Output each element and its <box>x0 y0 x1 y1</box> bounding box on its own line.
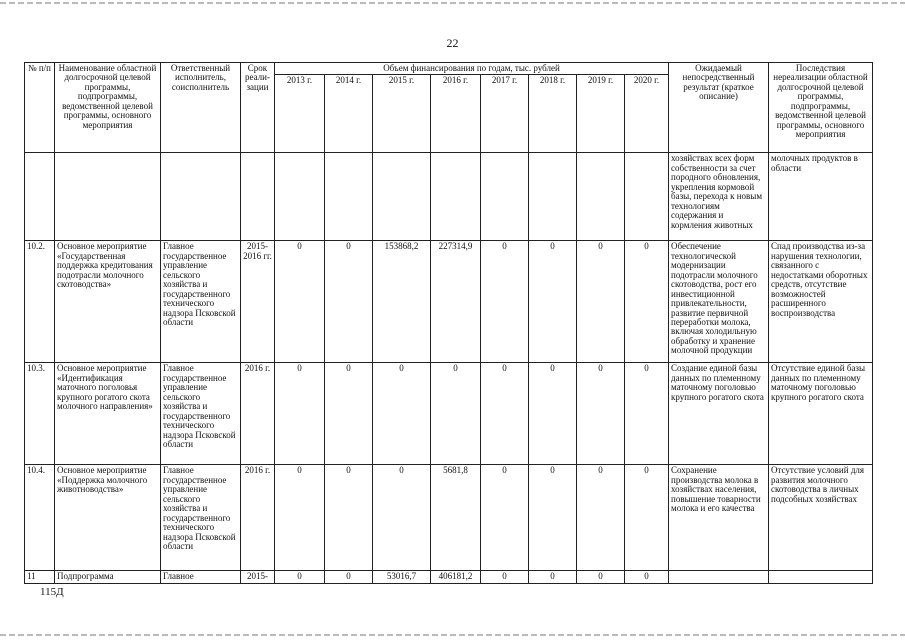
row-value <box>431 153 481 241</box>
scan-edge-top <box>0 2 905 4</box>
row-value: 0 <box>275 241 325 363</box>
row-num: 11 <box>25 571 55 583</box>
row-name: Основное мероприятие «Поддержка молочного животноводства» <box>55 465 161 571</box>
table-row <box>25 241 873 363</box>
row-value: 0 <box>481 363 529 465</box>
row-num: 10.4. <box>25 465 55 571</box>
row-value: 0 <box>529 571 577 583</box>
row-value: 0 <box>325 241 373 363</box>
row-value: 0 <box>325 465 373 571</box>
row-consequences: Отсутствие условий для развития молочного скотоводства в личных подсобных хозяйствах <box>769 465 873 571</box>
row-value: 0 <box>481 465 529 571</box>
header-row-1 <box>25 63 873 75</box>
row-name: Подпрограмма <box>55 571 161 583</box>
row-value: 0 <box>275 465 325 571</box>
row-executor: Главное государственное управление сельского хозяйства и государственного технического надзора Псковской области <box>161 465 241 571</box>
row-value <box>275 153 325 241</box>
row-consequences <box>769 571 873 583</box>
row-value: 0 <box>325 363 373 465</box>
row-value: 406181,2 <box>431 571 481 583</box>
header-year: 2020 г. <box>625 75 669 153</box>
row-result: Обеспечение технологической модернизации подотрасли молочного скотоводства, рост его инвестиционной привлекательности, развитие первичной переработки молока, включая холодильную обработку и хранение молочной продукции <box>669 241 769 363</box>
row-value <box>373 153 431 241</box>
row-value: 0 <box>577 571 625 583</box>
row-name: Основное мероприятие «Государственная поддержка кредитования подотрасли молочного скотоводства» <box>55 241 161 363</box>
row-result <box>669 571 769 583</box>
table-row <box>25 571 873 583</box>
row-term: 2016 г. <box>241 465 275 571</box>
page-number: 22 <box>446 36 459 50</box>
scan-edge-bottom <box>0 634 905 636</box>
row-consequences: Спад производства из-за нарушения технологии, связанного с недостатками оборотных средств, отсутствие возможностей расширенного воспроизводства <box>769 241 873 363</box>
header-year: 2013 г. <box>275 75 325 153</box>
header-year: 2017 г. <box>481 75 529 153</box>
row-term: 2015- <box>241 571 275 583</box>
row-value: 0 <box>577 363 625 465</box>
header-year: 2015 г. <box>373 75 431 153</box>
row-value <box>481 153 529 241</box>
row-value: 0 <box>625 363 669 465</box>
table-row <box>25 465 873 571</box>
header-num: № п/п <box>25 63 55 153</box>
row-result: хозяйствах всех форм собственности за счет породного обновления, укрепления кормовой базы, перехода к новым технологиям содержания и кормления животных <box>669 153 769 241</box>
row-value: 0 <box>577 465 625 571</box>
row-value: 0 <box>481 571 529 583</box>
row-value: 0 <box>625 571 669 583</box>
row-executor: Главное государственное управление сельского хозяйства и государственного технического надзора Псковской области <box>161 241 241 363</box>
row-name: Основное мероприятие «Идентификация маточного поголовья крупного рогатого скота молочного направления» <box>55 363 161 465</box>
row-num <box>25 153 55 241</box>
row-result: Сохранение производства молока в хозяйствах населения, повышение товарности молока и его качества <box>669 465 769 571</box>
row-value: 227314,9 <box>431 241 481 363</box>
row-executor: Главное государственное управление сельского хозяйства и государственного технического надзора Псковской области <box>161 363 241 465</box>
header-name: Наименование областной долгосрочной целевой программы, подпрограммы, ведомственной целевой программы, основного мероприятия <box>55 63 161 153</box>
row-term: 2015- 2016 гг. <box>241 241 275 363</box>
row-term <box>241 153 275 241</box>
header-year: 2018 г. <box>529 75 577 153</box>
row-value: 0 <box>325 571 373 583</box>
row-term: 2016 г. <box>241 363 275 465</box>
row-num: 10.2. <box>25 241 55 363</box>
table-row <box>25 363 873 465</box>
row-value <box>625 153 669 241</box>
header-year: 2016 г. <box>431 75 481 153</box>
row-value: 0 <box>275 363 325 465</box>
row-value: 0 <box>625 465 669 571</box>
row-value: 5681,8 <box>431 465 481 571</box>
row-num: 10.3. <box>25 363 55 465</box>
header-result: Ожидаемый непосредственный результат (краткое описание) <box>669 63 769 153</box>
row-value: 0 <box>625 241 669 363</box>
document-code: 115Д <box>40 586 64 598</box>
row-value: 0 <box>275 571 325 583</box>
header-funding: Объем финансирования по годам, тыс. рублей <box>275 63 669 75</box>
table-row <box>25 153 873 241</box>
financing-table <box>24 62 873 584</box>
header-year: 2019 г. <box>577 75 625 153</box>
header-executor: Ответственный исполнитель, соисполнитель <box>161 63 241 153</box>
row-value: 0 <box>529 465 577 571</box>
header-year: 2014 г. <box>325 75 373 153</box>
row-name <box>55 153 161 241</box>
row-value: 0 <box>481 241 529 363</box>
row-value: 0 <box>373 363 431 465</box>
row-value <box>325 153 373 241</box>
row-value: 0 <box>529 241 577 363</box>
row-result: Создание единой базы данных по племенному маточному поголовью крупного рогатого скота <box>669 363 769 465</box>
header-consequences: Последствия нереализации областной долгосрочной целевой программы, подпрограммы, ведомственной целевой программы, основного мероприятия <box>769 63 873 153</box>
row-value: 0 <box>373 465 431 571</box>
row-value: 153868,2 <box>373 241 431 363</box>
row-value <box>529 153 577 241</box>
header-term: Срок реали- зации <box>241 63 275 153</box>
row-executor <box>161 153 241 241</box>
row-value <box>577 153 625 241</box>
row-value: 0 <box>431 363 481 465</box>
row-executor: Главное <box>161 571 241 583</box>
row-value: 53016,7 <box>373 571 431 583</box>
row-value: 0 <box>577 241 625 363</box>
row-consequences: молочных продуктов в области <box>769 153 873 241</box>
row-value: 0 <box>529 363 577 465</box>
row-consequences: Отсутствие единой базы данных по племенному маточному поголовью крупного рогатого скота <box>769 363 873 465</box>
